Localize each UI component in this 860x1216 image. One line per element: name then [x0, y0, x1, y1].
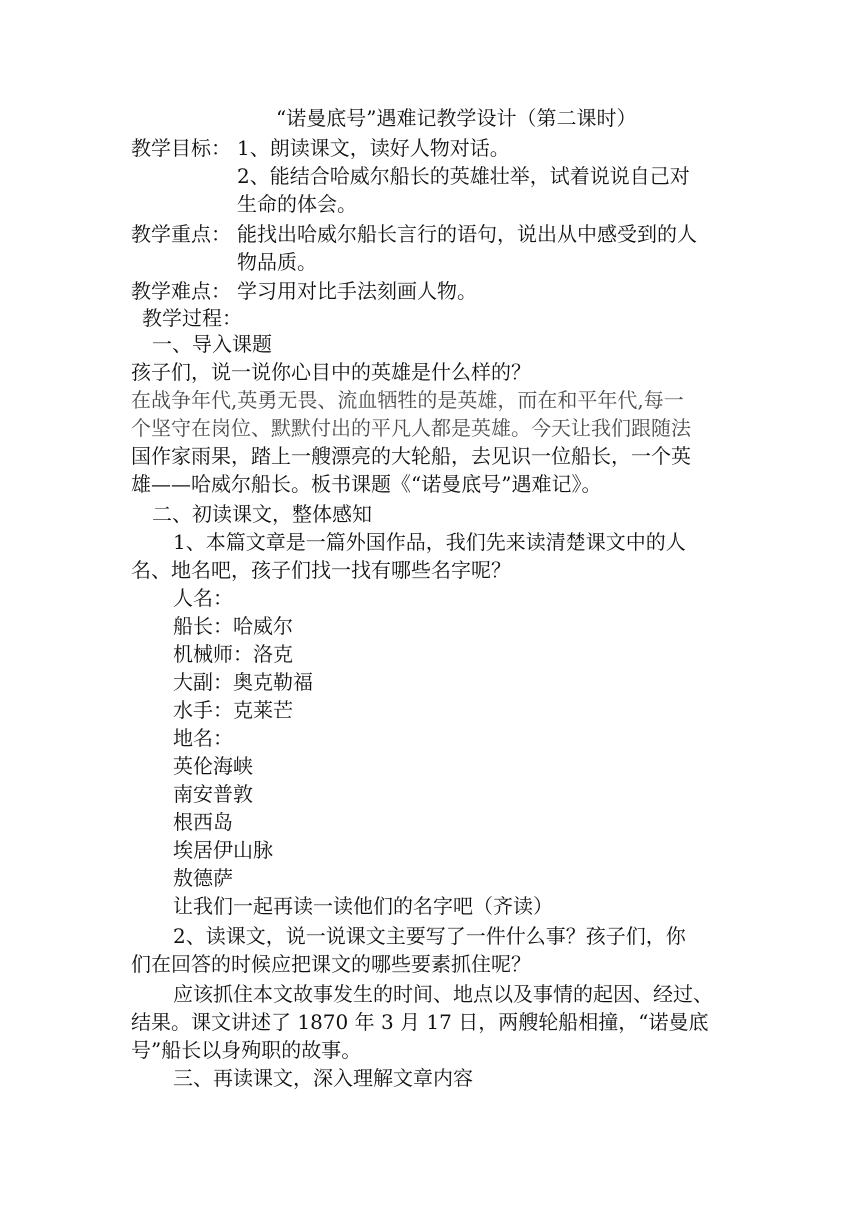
section-1-paragraph-line-1: 在战争年代,英勇无畏、流血牺牲的是英雄，而在和平年代,每一	[131, 388, 684, 412]
difficulties-label: 教学难点：	[131, 279, 231, 303]
section-1-question: 孩子们，说一说你心目中的英雄是什么样的？	[131, 360, 531, 384]
section-3-heading: 三、再读课文，深入理解文章内容	[173, 1066, 473, 1090]
name-first-mate: 大副：奥克勒福	[173, 670, 313, 694]
objective-2-line-1: 2、能结合哈威尔船长的英雄壮举，试着说说自己对	[237, 164, 690, 188]
name-mechanic: 机械师：洛克	[173, 642, 293, 666]
place-1: 英伦海峡	[173, 754, 253, 778]
place-5: 敖德萨	[173, 866, 233, 890]
name-captain: 船长：哈威尔	[173, 614, 293, 638]
names-label: 人名：	[173, 586, 233, 610]
key-points-line-2: 物品质。	[237, 250, 317, 274]
document-title: “诺曼底号”遇难记教学设计（第二课时）	[276, 106, 637, 130]
objective-2-line-2: 生命的体会。	[237, 192, 357, 216]
objectives-label: 教学目标：	[131, 136, 231, 160]
answer-line-2: 结果。课文讲述了 1870 年 3 月 17 日，两艘轮船相撞，“诺曼底	[131, 1010, 709, 1034]
place-2: 南安普敦	[173, 782, 253, 806]
section-1-paragraph-line-3: 国作家雨果，踏上一艘漂亮的大轮船，去见识一位船长，一个英	[131, 444, 691, 468]
section-2-heading: 二、初读课文，整体感知	[152, 502, 372, 526]
question-1-line-1: 1、本篇文章是一篇外国作品，我们先来读清楚课文中的人	[173, 530, 686, 554]
process-heading: 教学过程：	[142, 306, 242, 330]
question-2-line-2: 们在回答的时候应把课文的哪些要素抓住呢？	[131, 952, 531, 976]
places-label: 地名：	[173, 726, 233, 750]
section-1-heading: 一、导入课题	[152, 332, 272, 356]
difficulties-text: 学习用对比手法刻画人物。	[237, 279, 477, 303]
answer-line-1: 应该抓住本文故事发生的时间、地点以及事情的起因、经过、	[173, 982, 713, 1006]
place-3: 根西岛	[173, 810, 233, 834]
key-points-line-1: 能找出哈威尔船长言行的语句，说出从中感受到的人	[237, 222, 697, 246]
place-4: 埃居伊山脉	[173, 838, 273, 862]
objective-1: 1、朗读课文，读好人物对话。	[237, 136, 510, 160]
section-1-paragraph-line-2: 个坚守在岗位、默默付出的平凡人都是英雄。今天让我们跟随法	[131, 416, 691, 440]
key-points-label: 教学重点：	[131, 222, 231, 246]
question-1-line-2: 名、地名吧，孩子们找一找有哪些名字呢？	[131, 558, 511, 582]
name-sailor: 水手：克莱芒	[173, 698, 293, 722]
section-1-paragraph-line-4: 雄——哈威尔船长。板书课题《“诺曼底号”遇难记》。	[131, 472, 602, 496]
question-2-line-1: 2、读课文，说一说课文主要写了一件什么事？孩子们，你	[173, 924, 686, 948]
answer-line-3: 号”船长以身殉职的故事。	[131, 1038, 362, 1062]
read-together-line: 让我们一起再读一读他们的名字吧（齐读）	[173, 894, 553, 918]
